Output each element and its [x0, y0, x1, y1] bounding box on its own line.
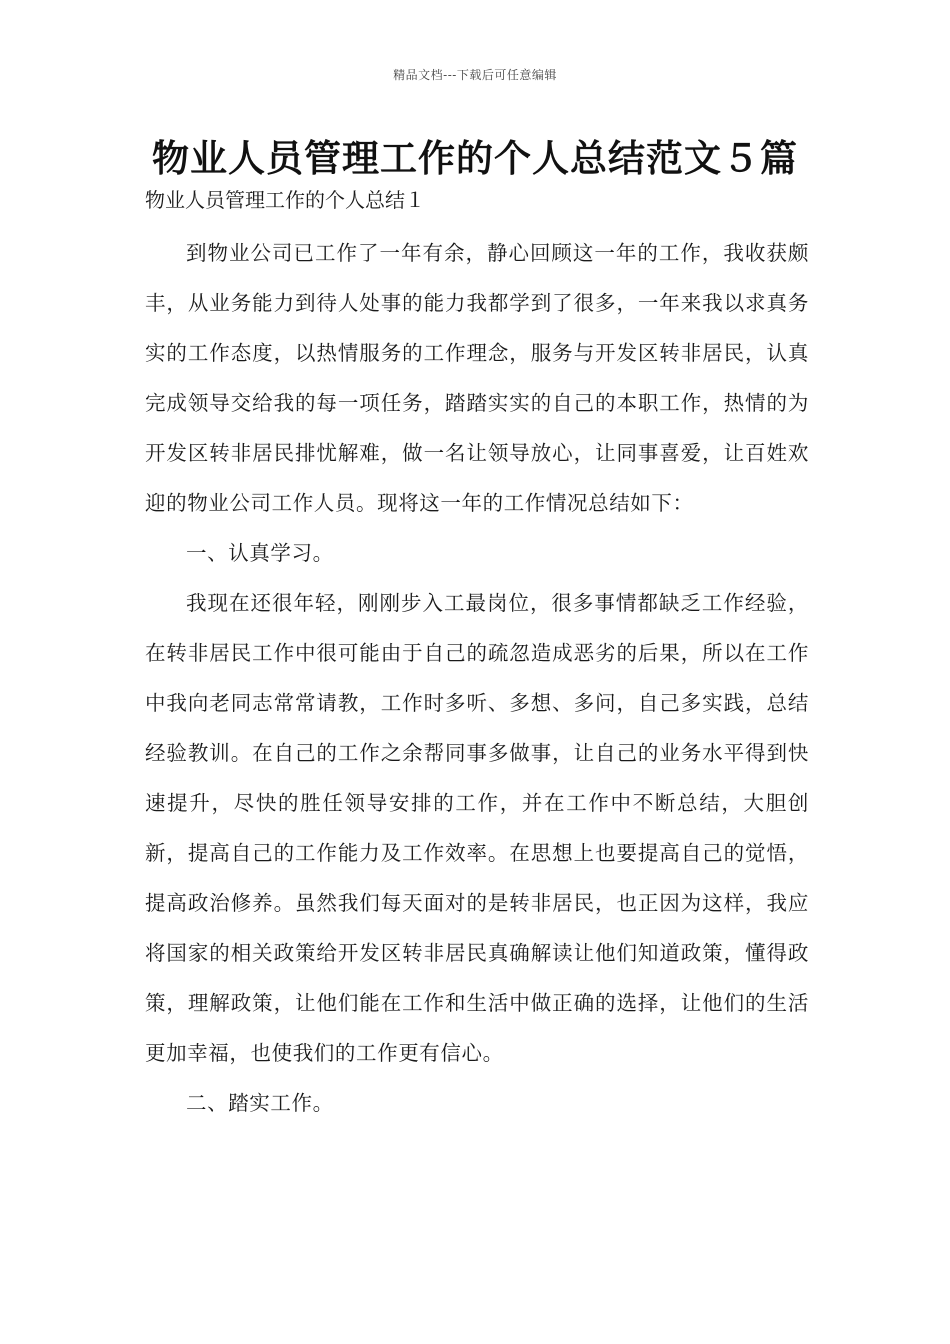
document-body — [145, 184, 809, 1128]
section-subtitle: 物业人员管理工作的个人总结１ — [145, 188, 425, 212]
paragraph-study: 我现在还很年轻，刚刚步入工最岗位，很多事情都缺乏工作经验，在转非居民工作中很可能由于自己的疏忽造成恶劣的后果，所以在工作中我向老同志常常请教，工作时多听、多想、多问，自己多实践，总结经验教训。在自己的工作之余帮同事多做事，让自己的业务水平得到快速提升，尽快的胜任领导安排的工作，并在工作中不断总结，大胆创新，提高自己的工作能力及工作效率。在思想上也要提高自己的觉悟，提高政治修养。虽然我们每天面对的是转非居民，也正因为这样，我应将国家的相关政策给开发区转非居民真确解读让他们知道政策，懂得政策，理解政策，让他们能在工作和生活中做正确的选择，让他们的生活更加幸福，也使我们的工作更有信心。 — [145, 591, 809, 1065]
document-title: 物业人员管理工作的个人总结范文５篇 — [152, 137, 798, 180]
header-note: 精品文档---下载后可任意编辑 — [393, 68, 557, 82]
section-heading-work: 二、踏实工作。 — [186, 1091, 334, 1115]
section-heading-study: 一、认真学习。 — [186, 541, 334, 565]
paragraph-intro: 到物业公司已工作了一年有余，静心回顾这一年的工作，我收获颇丰，从业务能力到待人处事的能力我都学到了很多，一年来我以求真务实的工作态度，以热情服务的工作理念，服务与开发区转非居民，认真完成领导交给我的每一项任务，踏踏实实的自己的本职工作，热情的为开发区转非居民排忧解难，做一名让领导放心，让同事喜爱，让百姓欢迎的物业公司工作人员。现将这一年的工作情况总结如下： — [145, 241, 809, 515]
